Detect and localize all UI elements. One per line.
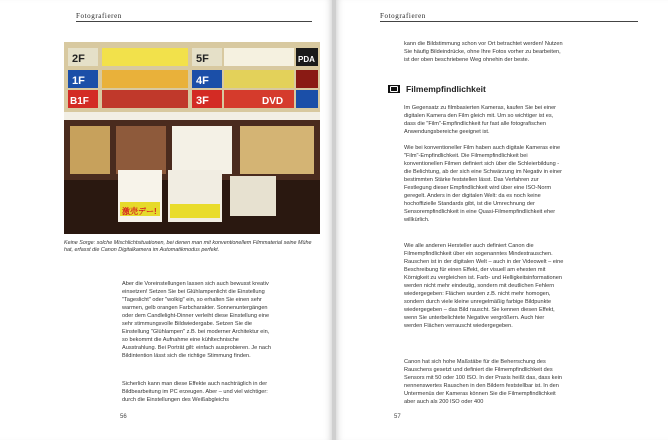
right-paragraph-2: Wie bei konventioneller Film haben auch digitale Kameras eine "Film"-Empfindlichkeit. Die Filmempfindlichkeit bei konventionellen Filmen definiert sich über die Schleierbildung - die Belichtung, ab der sich eine Schwärzung im Negativ in einer bestimmten Stärke feststellen lässt. Das Verfahren zur Festlegung dieser Empfindlichkeit wird über eine ISO-Norm geregelt. Anders in der digitalen Welt: da es noch keine hochoffizielle Standards gibt, ist die Umrechnung der Sensorempfindlichkeit in eine Quasi-Filmempfindlichkeit eher willkürlich. [404,145,562,223]
right-paragraph-3: Wie alle anderen Hersteller auch definiert Canon die Filmempfindlichkeit über ein sogenanntes Mindestrauschen. Rauschen ist in der digitalen Welt – auch in der Videowelt – eine Beschreibung für einen Effekt, der visuell am ehesten mit Körnigkeit zu vergleichen ist. Farb- und Helligkeitsinformationen werden nicht mehr eindeutig, sondern mit deutlichen Fehlern wiedergegeben: Flächen wurden z.B. nicht mehr homogen, sondern durch viele kleine unregelmäßig farbige Bildpunkte wiedergegeben – das Bild rauscht. Sie kennen diesen Effekt, wenn Sie unterbelichtete Negative vergrößern. Auch hier werden Flächen verrauscht wiedergegeben. [404,243,564,329]
sign-b1f: B1F [70,96,89,107]
section-heading [388,84,486,94]
sign-3f: 3F [196,95,209,107]
right-top-paragraph: kann die Bildstimmung schon vor Ort betrachtet werden! Nutzen Sie häufig Bildeindrücke, ohne Ihre Fotos vorher zu bearbeiten, ist der oben beschriebene Weg ohnehin der beste. [404,41,563,63]
right-running-header: Fotografieren [380,12,638,22]
sign-dvd: DVD [262,96,284,107]
left-page [0,0,332,440]
sale-sign: 激売デー! [122,207,157,216]
left-paragraph-2: Sicherlich kann man diese Effekte auch nachträglich in der Bildbearbeitung im PC erzeugen. Aber – und viel wichtiger: durch die Einstellungen des Weißabgleichs [122,381,268,403]
left-paragraph-1: Aber die Voreinstellungen lassen sich auch bewusst kreativ einsetzen! Setzen Sie bei Glühlampenlicht die Einstellung "Tageslicht" oder "wolkig" ein, so erhalten Sie einen sehr warmen, gelb orangen Farbcharakter. Sonnenuntergängen oder dem Candlelight-Dinner verleiht diese Einstellung eine sehr stimmungsvolle Bildwiedergabe. Setzen Sie die Einstellung "Glühlampen" z.B. bei moderner Architektur ein, so bekommt die Aufnahme eine kühltechnische Ausstrahlung. Bei Porträt gilt: einfach ausprobieren. Je nach Bildintention lässt sich die richtige Stimmung finden. [122,281,271,359]
right-paragraph-1: Im Gegensatz zu filmbasierten Kameras, kaufen Sie bei einer digitalen Kamera den Film gleich mit. Um so wichtiger ist es, dass die "Film"-Empfindlichkeit fur fast alle fotografischen Anwendungsbereiche geeignet ist. [404,105,557,135]
camera-icon [388,85,400,93]
sign-pda: PDA [298,55,315,64]
sign-5f: 5F [196,53,209,65]
storefront-photo [64,42,320,234]
section-title: Filmempfindlichkeit [406,84,486,94]
right-paragraph-4: Canon hat sich hohe Maßstäbe für die Beherrschung des Rauschens gesetzt und definiert die Filmempfindlichkeit des Sensors mit 50 oder 100 ISO. In der Praxis heißt das, dass kein nennenswertes Rauschen in den Bildern feststellbar ist. In den Untermenüs der Kameras können Sie die Filmempfindlichkeit aber auch als 200 ISO oder 400 [404,359,562,405]
sign-4f: 4F [196,75,209,87]
left-page-number: 56 [120,414,127,420]
right-page [336,0,668,440]
photo-caption: Keine Sorge: solche Mischlichtsituationen, bei denen man mit konventionellem Filmmaterial seine Mühe hat, erfasst die Canon Digitalkamera im Automatikmodus perfekt. [64,240,312,253]
sign-1f: 1F [72,75,85,87]
right-page-number: 57 [394,414,401,420]
left-running-header: Fotografieren [76,12,312,22]
sign-2f: 2F [72,53,85,65]
